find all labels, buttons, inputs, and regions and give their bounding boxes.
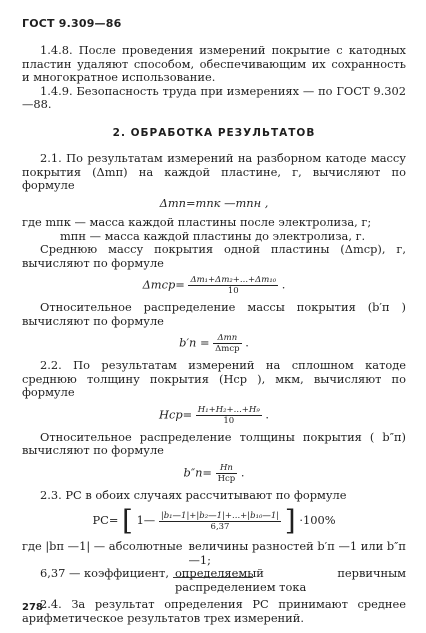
fraction-numerator: |b₁—1|+|b₂—1|+...+|b₁₀—1|: [160, 510, 280, 521]
fraction-numerator: Hп: [219, 462, 233, 473]
formula-relative-mass-lhs: b′п =: [179, 335, 210, 350]
formula-end: .: [245, 335, 249, 350]
formula-mean-thickness-lhs: Hср=: [159, 407, 193, 421]
paragraph-relative-mass: Относительное распределение массы покрытия (b′п ) вычисляют по формуле: [22, 300, 406, 328]
paragraph-2-1: 2.1. По результатам измерений на разборном катоде массу покрытия (Δmп) на каждой пластине, г, вычисляют по формуле: [22, 151, 406, 192]
paragraph-1-4-8: 1.4.8. После проведения измерений покрытие с катодных пластин удаляют способом, обеспечивающим их сохранность и многократное использование.: [22, 43, 406, 84]
where-coefficient: [22, 567, 406, 594]
where-m-before: mпн — масса каждой пластины до электролиза, г.: [60, 228, 366, 243]
fraction-numerator: Δm₁+Δm₂+...+Δm₁₀: [190, 275, 277, 285]
fraction-denominator: Hср: [217, 473, 236, 484]
fraction-numerator: H₁+H₂+...+H₉: [197, 404, 260, 415]
paragraph-mean-mass: Среднюю массу покрытия одной пластины (Δmср), г, вычисляют по формуле: [22, 242, 406, 270]
paragraph-relative-thickness: Относительное распределение толщины покрытия ( b″п) вычисляют по формуле: [22, 429, 406, 457]
page-number: 278: [22, 602, 43, 613]
formula-pc-fraction: [159, 511, 281, 532]
formula-pc-one: 1—: [136, 513, 156, 527]
fraction-denominator: 6,37: [159, 521, 281, 532]
formula-relative-mass-fraction: [213, 333, 241, 354]
left-bracket: [: [122, 504, 133, 537]
where-m-after: где mпк — масса каждой пластины после электролиза, г;: [22, 215, 372, 229]
document-header: ГОСТ 9.309—86: [22, 17, 122, 30]
fraction-denominator: 10: [188, 285, 278, 296]
formula-pc-lhs: PC=: [92, 513, 119, 527]
where-coefficient-lead: 6,37 — коэффициент,: [40, 566, 169, 580]
where-abs-diff: [22, 540, 406, 567]
fraction-numerator: Δmп: [217, 333, 238, 343]
formula-mean-thickness: [22, 405, 406, 426]
formula-relative-thickness-fraction: [216, 463, 238, 484]
where-abs-diff-lead: где |bп —1| — абсолютные: [22, 539, 183, 553]
fraction-denominator: Δmср: [215, 344, 240, 354]
formula-pc: [22, 504, 406, 537]
where-coefficient-rest: определяемый первичным распределением тока: [174, 566, 406, 594]
paragraph-2-3: 2.3. РС в обоих случаях рассчитывают по формуле: [40, 487, 347, 502]
end-rule: [173, 577, 253, 578]
formula-mean-mass-lhs: Δmср=: [142, 277, 185, 292]
right-bracket: ]: [284, 504, 296, 537]
where-abs-diff-rest: величины разностей b′п —1 или b″п—1;: [188, 539, 406, 567]
formula-pc-tail: ·100%: [299, 513, 336, 527]
formula-end: .: [281, 277, 286, 292]
formula-mean-mass: [22, 275, 406, 296]
formula-relative-thickness-lhs: b″п=: [183, 465, 212, 479]
formula-relative-thickness: [22, 463, 406, 484]
document-body: [22, 44, 406, 625]
paragraph-1-4-9: 1.4.9. Безопасность труда при измерениях — по ГОСТ 9.302—88.: [22, 83, 406, 111]
formula-end: .: [240, 465, 245, 479]
fraction-denominator: 10: [196, 415, 262, 426]
section-title: 2. ОБРАБОТКА РЕЗУЛЬТАТОВ: [112, 126, 316, 139]
formula-end: .: [265, 407, 269, 421]
formula-mean-mass-fraction: [188, 275, 278, 296]
paragraph-2-2: 2.2. По результатам измерений на сплошном катоде среднюю толщину покрытия (Hср ), мкм, вычисляют по формуле: [22, 358, 406, 399]
formula-mean-thickness-fraction: [196, 405, 262, 426]
paragraph-2-4: 2.4. За результат определения РС принимают среднее арифметическое результатов трех измерений.: [22, 597, 406, 625]
formula-relative-mass: [22, 333, 406, 354]
formula-delta-m: Δmп=mпк —mпн ,: [159, 195, 269, 210]
